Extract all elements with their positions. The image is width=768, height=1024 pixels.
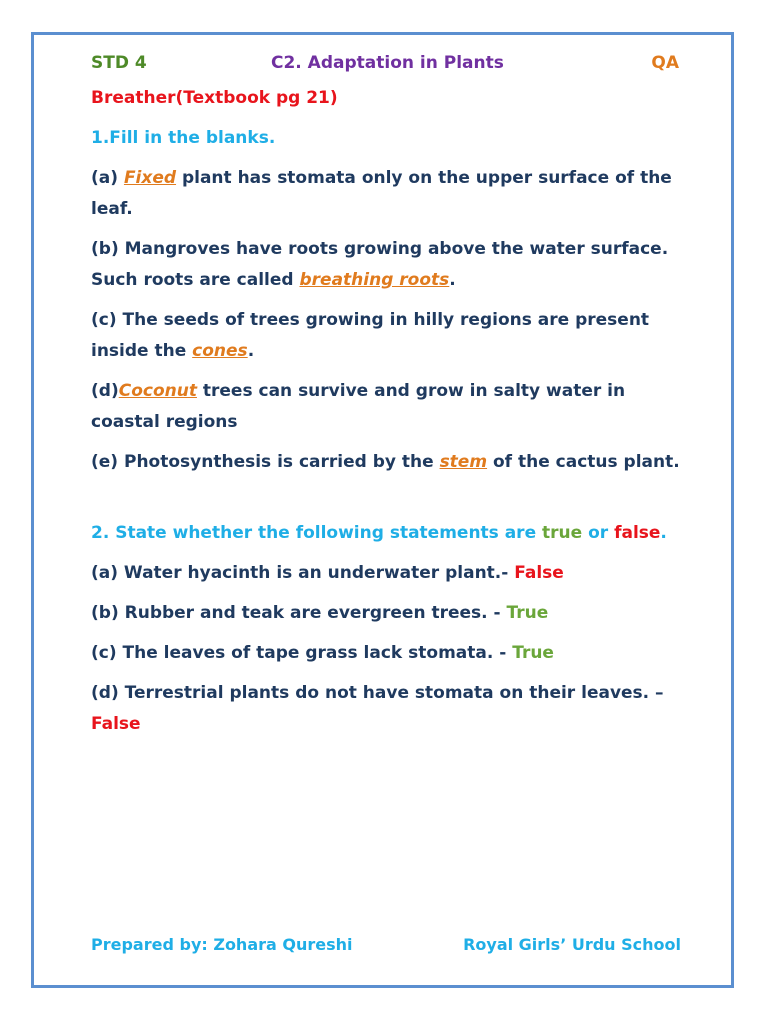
- statement-text: (c) The leaves of tape grass lack stomata. -: [91, 643, 513, 663]
- answer-blank: Coconut: [118, 381, 197, 401]
- chapter-title: C2. Adaptation in Plants: [271, 53, 504, 73]
- answer-blank: cones: [192, 341, 248, 361]
- question-text: (a): [91, 168, 124, 188]
- page-footer: [91, 935, 681, 963]
- section1-title: 1.Fill in the blanks.: [91, 128, 276, 148]
- statement-text: (a) Water hyacinth is an underwater plant.-: [91, 563, 515, 583]
- section2-title: [91, 518, 691, 549]
- question-2a: [91, 558, 691, 589]
- false-word: false: [614, 523, 661, 543]
- question-text: (d): [91, 381, 119, 401]
- school-name: Royal Girls’ Urdu School: [463, 935, 681, 954]
- qa-label: QA: [651, 53, 679, 73]
- true-word: true: [542, 523, 583, 543]
- question-text: plant has stomata only on the upper surface of the leaf.: [91, 168, 672, 219]
- question-2b: [91, 598, 691, 629]
- question-text: (e) Photosynthesis is carried by the: [91, 452, 440, 472]
- question-1c: [91, 305, 691, 367]
- answer-true: True: [506, 603, 549, 623]
- grade-label: STD 4: [91, 53, 147, 73]
- question-text: trees can survive and grow in salty water in coastal regions: [91, 381, 626, 432]
- question-1d: [91, 376, 691, 438]
- worksheet-content: [91, 48, 691, 740]
- or-word: or: [582, 523, 615, 543]
- question-text: .: [449, 270, 456, 290]
- answer-false: False: [514, 563, 564, 583]
- answer-blank: Fixed: [123, 168, 177, 188]
- question-2d: [91, 678, 691, 740]
- answer-blank: breathing roots: [299, 270, 450, 290]
- question-text: .: [247, 341, 255, 361]
- answer-true: True: [512, 643, 554, 663]
- title-period: .: [660, 523, 667, 543]
- prepared-by: Prepared by: Zohara Qureshi: [91, 935, 353, 954]
- answer-blank: stem: [439, 452, 488, 472]
- question-1a: [91, 163, 691, 225]
- question-1e: [91, 447, 691, 478]
- breather-heading: Breather(Textbook pg 21): [91, 88, 338, 108]
- section2-title-text: 2. State whether the following statements are: [91, 523, 543, 543]
- answer-false: False: [91, 714, 141, 734]
- question-text: of the cactus plant.: [487, 452, 680, 472]
- question-1b: [91, 234, 691, 296]
- question-text: (c) The seeds of trees growing in hilly regions are present inside the: [91, 310, 650, 361]
- page-header: [91, 48, 691, 80]
- statement-text: (d) Terrestrial plants do not have stomata on their leaves. –: [91, 683, 664, 703]
- question-text: (b) Mangroves have roots growing above the water surface. Such roots are called: [91, 239, 669, 290]
- question-2c: [91, 638, 691, 669]
- statement-text: (b) Rubber and teak are evergreen trees. -: [91, 603, 507, 623]
